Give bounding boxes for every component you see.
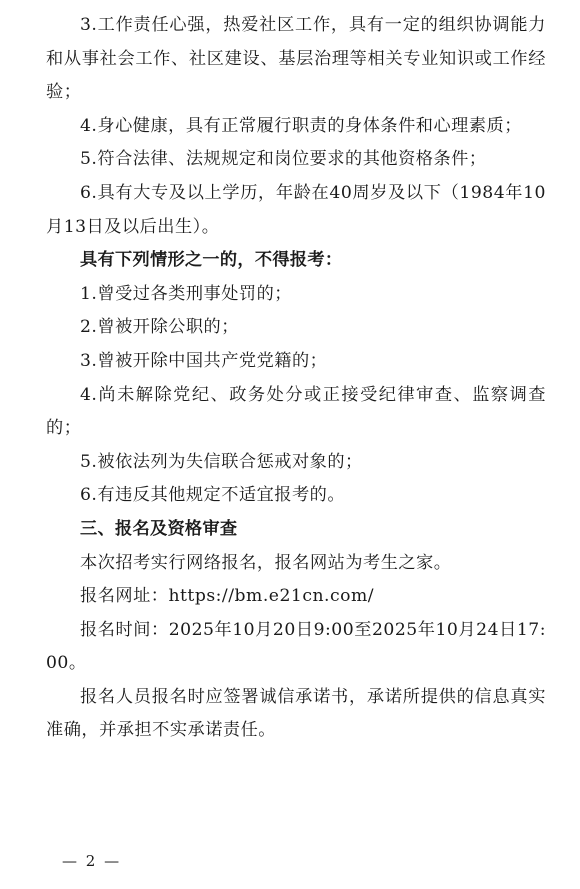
paragraph-requirement-3: 3.工作责任心强，热爱社区工作，具有一定的组织协调能力和从事社会工作、社区建设、基层治理等相关专业知识或工作经验； bbox=[46, 15, 546, 103]
paragraph-exclusion-6: 6.有违反其他规定不适宜报考的。 bbox=[80, 485, 346, 506]
paragraph-registration-time: 报名时间：2025年10月20日9:00至2025年10月24日17:00。 bbox=[46, 619, 546, 674]
paragraph-requirement-4: 4.身心健康，具有正常履行职责的身体条件和心理素质； bbox=[80, 115, 522, 136]
paragraph-exclusion-2: 2.曾被开除公职的； bbox=[80, 317, 239, 338]
paragraph-registration-url: 报名网址：https://bm.e21cn.com/ bbox=[80, 586, 375, 607]
paragraph-registration-method: 本次招考实行网络报名，报名网站为考生之家。 bbox=[80, 552, 452, 573]
section-heading-registration: 三、报名及资格审查 bbox=[80, 518, 238, 539]
document-body bbox=[46, 9, 546, 748]
paragraph-requirement-5: 5.符合法律、法规规定和岗位要求的其他资格条件； bbox=[80, 149, 487, 170]
paragraph-requirement-6: 6.具有大专及以上学历，年龄在40周岁及以下（1984年10月13日及以后出生）。 bbox=[46, 182, 546, 237]
paragraph-exclusion-3: 3.曾被开除中国共产党党籍的； bbox=[80, 350, 328, 371]
exclusion-heading: 具有下列情形之一的，不得报考： bbox=[80, 250, 343, 271]
paragraph-exclusion-1: 1.曾受过各类刑事处罚的； bbox=[80, 283, 292, 304]
paragraph-registration-pledge: 报名人员报名时应签署诚信承诺书，承诺所提供的信息真实准确，并承担不实承诺责任。 bbox=[46, 686, 546, 741]
paragraph-exclusion-5: 5.被依法列为失信联合惩戒对象的； bbox=[80, 451, 363, 472]
paragraph-exclusion-4: 4.尚未解除党纪、政务处分或正接受纪律审查、监察调查的； bbox=[46, 384, 546, 439]
page-number: — 2 — bbox=[62, 852, 122, 870]
